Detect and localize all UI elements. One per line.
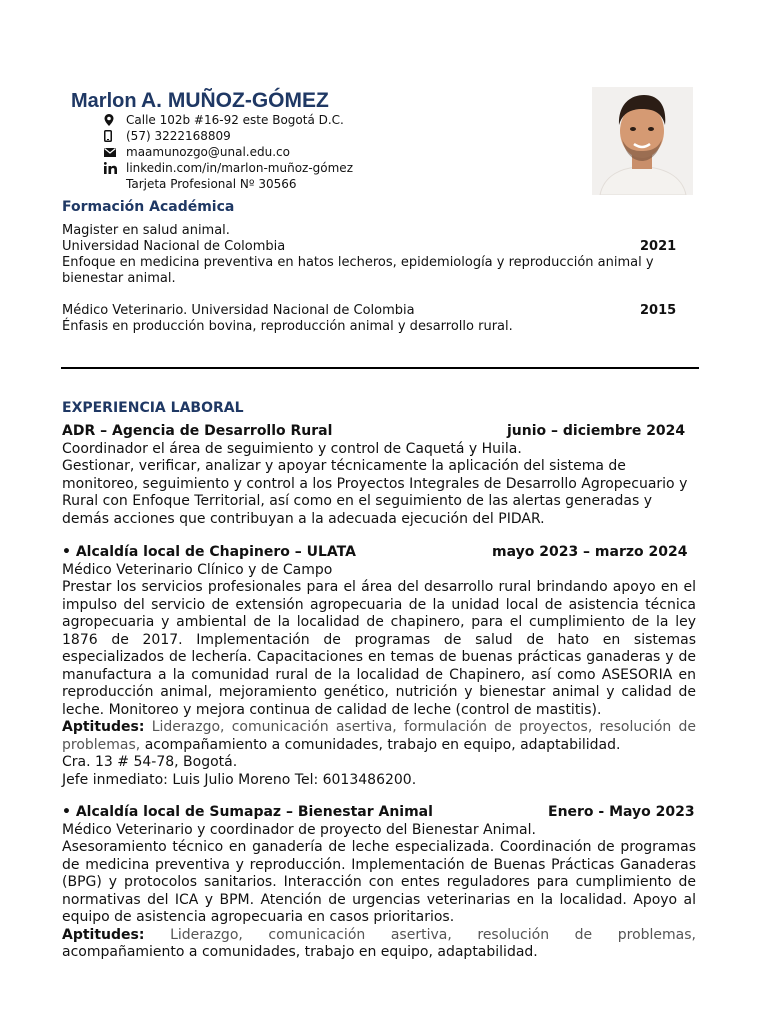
linkedin-link[interactable]: linkedin.com/in/marlon-muñoz-gómez xyxy=(126,161,353,175)
focus-2: Énfasis en producción bovina, reproducción animal y desarrollo rural. xyxy=(62,319,513,334)
job-chapinero-boss: Jefe inmediato: Luis Julio Moreno Tel: 6013486200. xyxy=(62,771,417,788)
degree-1: Magister en salud animal. xyxy=(62,223,230,238)
skills-black: acompañamiento a comunidades, trabajo en equipo, adaptabilidad. xyxy=(144,736,621,753)
job-sumapaz-role: Médico Veterinario y coordinador de proyecto del Bienestar Animal. xyxy=(62,821,536,838)
skills-gray: Liderazgo, comunicación asertiva, resolución de problemas, xyxy=(170,926,696,943)
degree-2: Médico Veterinario. Universidad Nacional de Colombia xyxy=(62,303,415,318)
license-row xyxy=(104,176,353,192)
skills-label: Aptitudes: xyxy=(62,926,145,943)
education-entry-2 xyxy=(62,303,698,335)
focus-1: Enfoque en medicina preventiva en hatos lecheros, epidemiología y reproducción animal y bienestar animal. xyxy=(62,255,654,286)
phone-icon xyxy=(104,130,126,142)
job-adr xyxy=(62,423,696,528)
job-sumapaz-skills xyxy=(62,927,696,962)
job-chapinero xyxy=(62,544,696,789)
job-sumapaz-dates: Enero - Mayo 2023 xyxy=(548,804,695,820)
year-2: 2015 xyxy=(640,303,677,318)
institution-1: Universidad Nacional de Colombia xyxy=(62,239,286,254)
job-chapinero-header xyxy=(62,544,696,562)
last-name: A. MUÑOZ-GÓMEZ xyxy=(141,89,329,112)
experience-heading: EXPERIENCIA LABORAL xyxy=(62,400,244,416)
first-name: Marlon xyxy=(71,90,137,112)
job-chapinero-skills xyxy=(62,719,696,754)
job-chapinero-address: Cra. 13 # 54-78, Bogotá. xyxy=(62,754,238,770)
phone-row xyxy=(104,128,353,144)
job-adr-role: Coordinador el área de seguimiento y control de Caquetá y Huila. xyxy=(62,440,522,457)
job-sumapaz-org: • Alcaldía local de Sumapaz – Bienestar Animal xyxy=(62,804,433,820)
skills-label: Aptitudes: xyxy=(62,719,145,735)
job-sumapaz-description: Asesoramiento técnico en ganadería de leche especializada. Coordinación de programas de medicina preventiva y reproducción. Implementación de Buenas Prácticas Ganaderas (BPG) y protocolos sanitarios. Interacción con entes reguladores para cumplimiento de normativas del ICA y BPM. Atención de urgencias veterinarias en la localidad. Apoyo al equipo de asistencia agropecuaria en casos prioritarios. xyxy=(62,839,696,925)
institution-row-1 xyxy=(62,239,698,255)
year-1: 2021 xyxy=(640,239,677,254)
linkedin-icon xyxy=(104,162,126,174)
section-divider xyxy=(61,367,699,369)
address-text: Calle 102b #16-92 este Bogotá D.C. xyxy=(126,113,344,127)
candidate-name xyxy=(71,89,329,113)
job-sumapaz xyxy=(62,804,696,962)
job-sumapaz-header xyxy=(62,804,696,822)
license-text: Tarjeta Profesional Nº 30566 xyxy=(126,177,297,191)
job-adr-header xyxy=(62,423,696,441)
job-adr-org: ADR – Agencia de Desarrollo Rural xyxy=(62,423,333,439)
email-row xyxy=(104,144,353,160)
job-chapinero-org: • Alcaldía local de Chapinero – ULATA xyxy=(62,544,356,560)
location-pin-icon xyxy=(104,114,126,126)
job-chapinero-description: Prestar los servicios profesionales para el área del desarrollo rural brindando apoyo en el impulso del servicio de extensión agropecuaria de la unidad local de asistencia técnica agropecuaria y ambiental de la localidad de chapinero, para el cumplimiento de la ley 1876 de 2017. Implementación de programas de salud de hato en sistemas especializados de lechería. Capacitaciones en temas de buenas prácticas ganaderas y de manufactura a la comunidad rural de la localidad de Chapinero, así como ASESORIA en reproducción animal, mejoramiento genético, nutrición y bienestar animal y calidad de leche. Monitoreo y mejora continua de calidad de leche (control de mastitis). xyxy=(62,579,696,718)
job-chapinero-dates: mayo 2023 – marzo 2024 xyxy=(492,544,688,560)
email-link[interactable]: maamunozgo@unal.edu.co xyxy=(126,145,290,159)
job-adr-dates: junio – diciembre 2024 xyxy=(507,423,686,439)
degree-row-2 xyxy=(62,303,698,319)
phone-text: (57) 3222168809 xyxy=(126,129,231,143)
skills-black: acompañamiento a comunidades, trabajo en equipo, adaptabilidad. xyxy=(62,944,538,960)
education-heading: Formación Académica xyxy=(62,199,235,215)
job-chapinero-role: Médico Veterinario Clínico y de Campo xyxy=(62,561,333,578)
job-adr-description: Gestionar, verificar, analizar y apoyar técnicamente la aplicación del sistema de monitoreo, seguimiento y control a los Proyectos Integrales de Desarrollo Agropecuario y Rural con Enfoque Territorial, así como en el seguimiento de las alertas generadas y demás acciones que contribuyan a la adecuada ejecución del PIDAR. xyxy=(62,458,688,527)
contact-block xyxy=(104,112,353,192)
profile-photo xyxy=(592,87,693,195)
address-row xyxy=(104,112,353,128)
education-entry-1 xyxy=(62,223,698,287)
linkedin-row xyxy=(104,160,353,176)
skills-gray: Liderazgo, comunicación asertiva, formulación de proyectos, resolución de problemas, xyxy=(62,719,696,753)
envelope-icon xyxy=(104,148,126,157)
